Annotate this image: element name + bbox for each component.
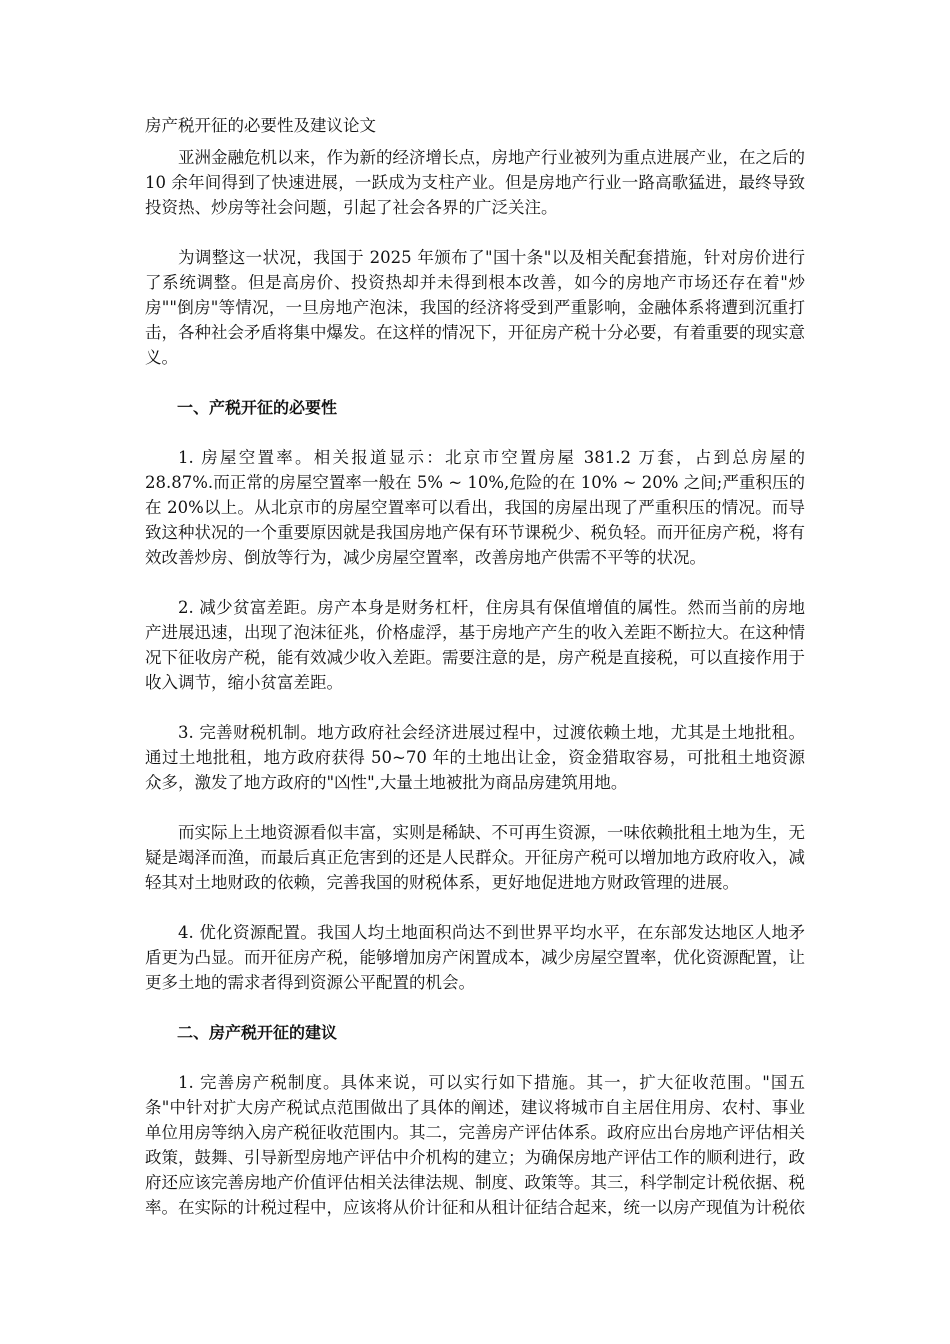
necessity-paragraph-4: 而实际上土地资源看似丰富，实则是稀缺、不可再生资源，一味依赖批租土地为生，无疑是竭泽而渔，而最后真正危害到的还是人民群众。开征房产税可以增加地方政府收入，减轻其对土地财政的依赖，完善我国的财税体系，更好地促进地方财政管理的进展。 [145,823,805,892]
necessity-paragraph-5: 4. 优化资源配置。我国人均土地面积尚达不到世界平均水平，在东部发达地区人地矛盾更为凸显。而开征房产税，能够增加房产闲置成本，减少房屋空置率，优化资源配置，让更多土地的需求者得到资源公平配置的机会。 [145,923,805,992]
document-body [145,113,805,1220]
intro-paragraph-2: 为调整这一状况，我国于 2025 年颁布了"国十条"以及相关配套措施，针对房价进行了系统调整。但是高房价、投资热却并未得到根本改善，如今的房地产市场还存在着"炒房""倒房"等情况，一旦房地产泡沫，我国的经济将受到严重影响，金融体系将遭到沉重打击，各种社会矛盾将集中爆发。在这样的情况下，开征房产税十分必要，有着重要的现实意义。 [145,248,805,367]
necessity-paragraph-1: 1. 房屋空置率。相关报道显示：北京市空置房屋 381.2 万套，占到总房屋的 28.87%.而正常的房屋空置率一般在 5% ~ 10%,危险的在 10% ~ 20% 之间;严重积压的在 20%以上。从北京市的房屋空置率可以看出，我国的房屋出现了严重积压的情况。而导致这种状况的一个重要原因就是我国房地产保有环节课税少、税负轻。而开征房产税，将有效改善炒房、倒放等行为，减少房屋空置率，改善房地产供需不平等的状况。 [145,448,805,567]
necessity-paragraph-2: 2. 减少贫富差距。房产本身是财务杠杆，住房具有保值增值的属性。然而当前的房地产进展迅速，出现了泡沫征兆，价格虚浮，基于房地产产生的收入差距不断拉大。在这种情况下征收房产税，能有效减少收入差距。需要注意的是，房产税是直接税，可以直接作用于收入调节，缩小贫富差距。 [145,598,805,692]
document-title: 房产税开征的必要性及建议论文 [145,116,376,135]
necessity-paragraph-3: 3. 完善财税机制。地方政府社会经济进展过程中，过渡依赖土地，尤其是土地批租。通过土地批租，地方政府获得 50~70 年的土地出让金，资金猎取容易，可批租土地资源众多，激发了地方政府的"凶性",大量土地被批为商品房建筑用地。 [145,723,805,792]
intro-paragraph-1: 亚洲金融危机以来，作为新的经济增长点，房地产行业被列为重点进展产业，在之后的 10 余年间得到了快速进展，一跃成为支柱产业。但是房地产行业一路高歌猛进，最终导致投资热、炒房等社会问题，引起了社会各界的广泛关注。 [145,148,805,217]
suggestion-paragraph-1: 1. 完善房产税制度。具体来说，可以实行如下措施。其一，扩大征收范围。"国五条"中针对扩大房产税试点范围做出了具体的阐述，建议将城市自主居住用房、农村、事业单位用房等纳入房产税征收范围内。其二，完善房产评估体系。政府应出台房地产评估相关政策，鼓舞、引导新型房地产评估中介机构的建立；为确保房地产评估工作的顺利进行，政府还应该完善房地产价值评估相关法律法规、制度、政策等。其三，科学制定计税依据、税率。在实际的计税过程中，应该将从价计征和从租计征结合起来，统一以房产现值为计税依 [145,1073,805,1217]
section-heading-necessity: 一、产税开征的必要性 [177,398,338,417]
section-heading-suggestions: 二、房产税开征的建议 [177,1023,338,1042]
